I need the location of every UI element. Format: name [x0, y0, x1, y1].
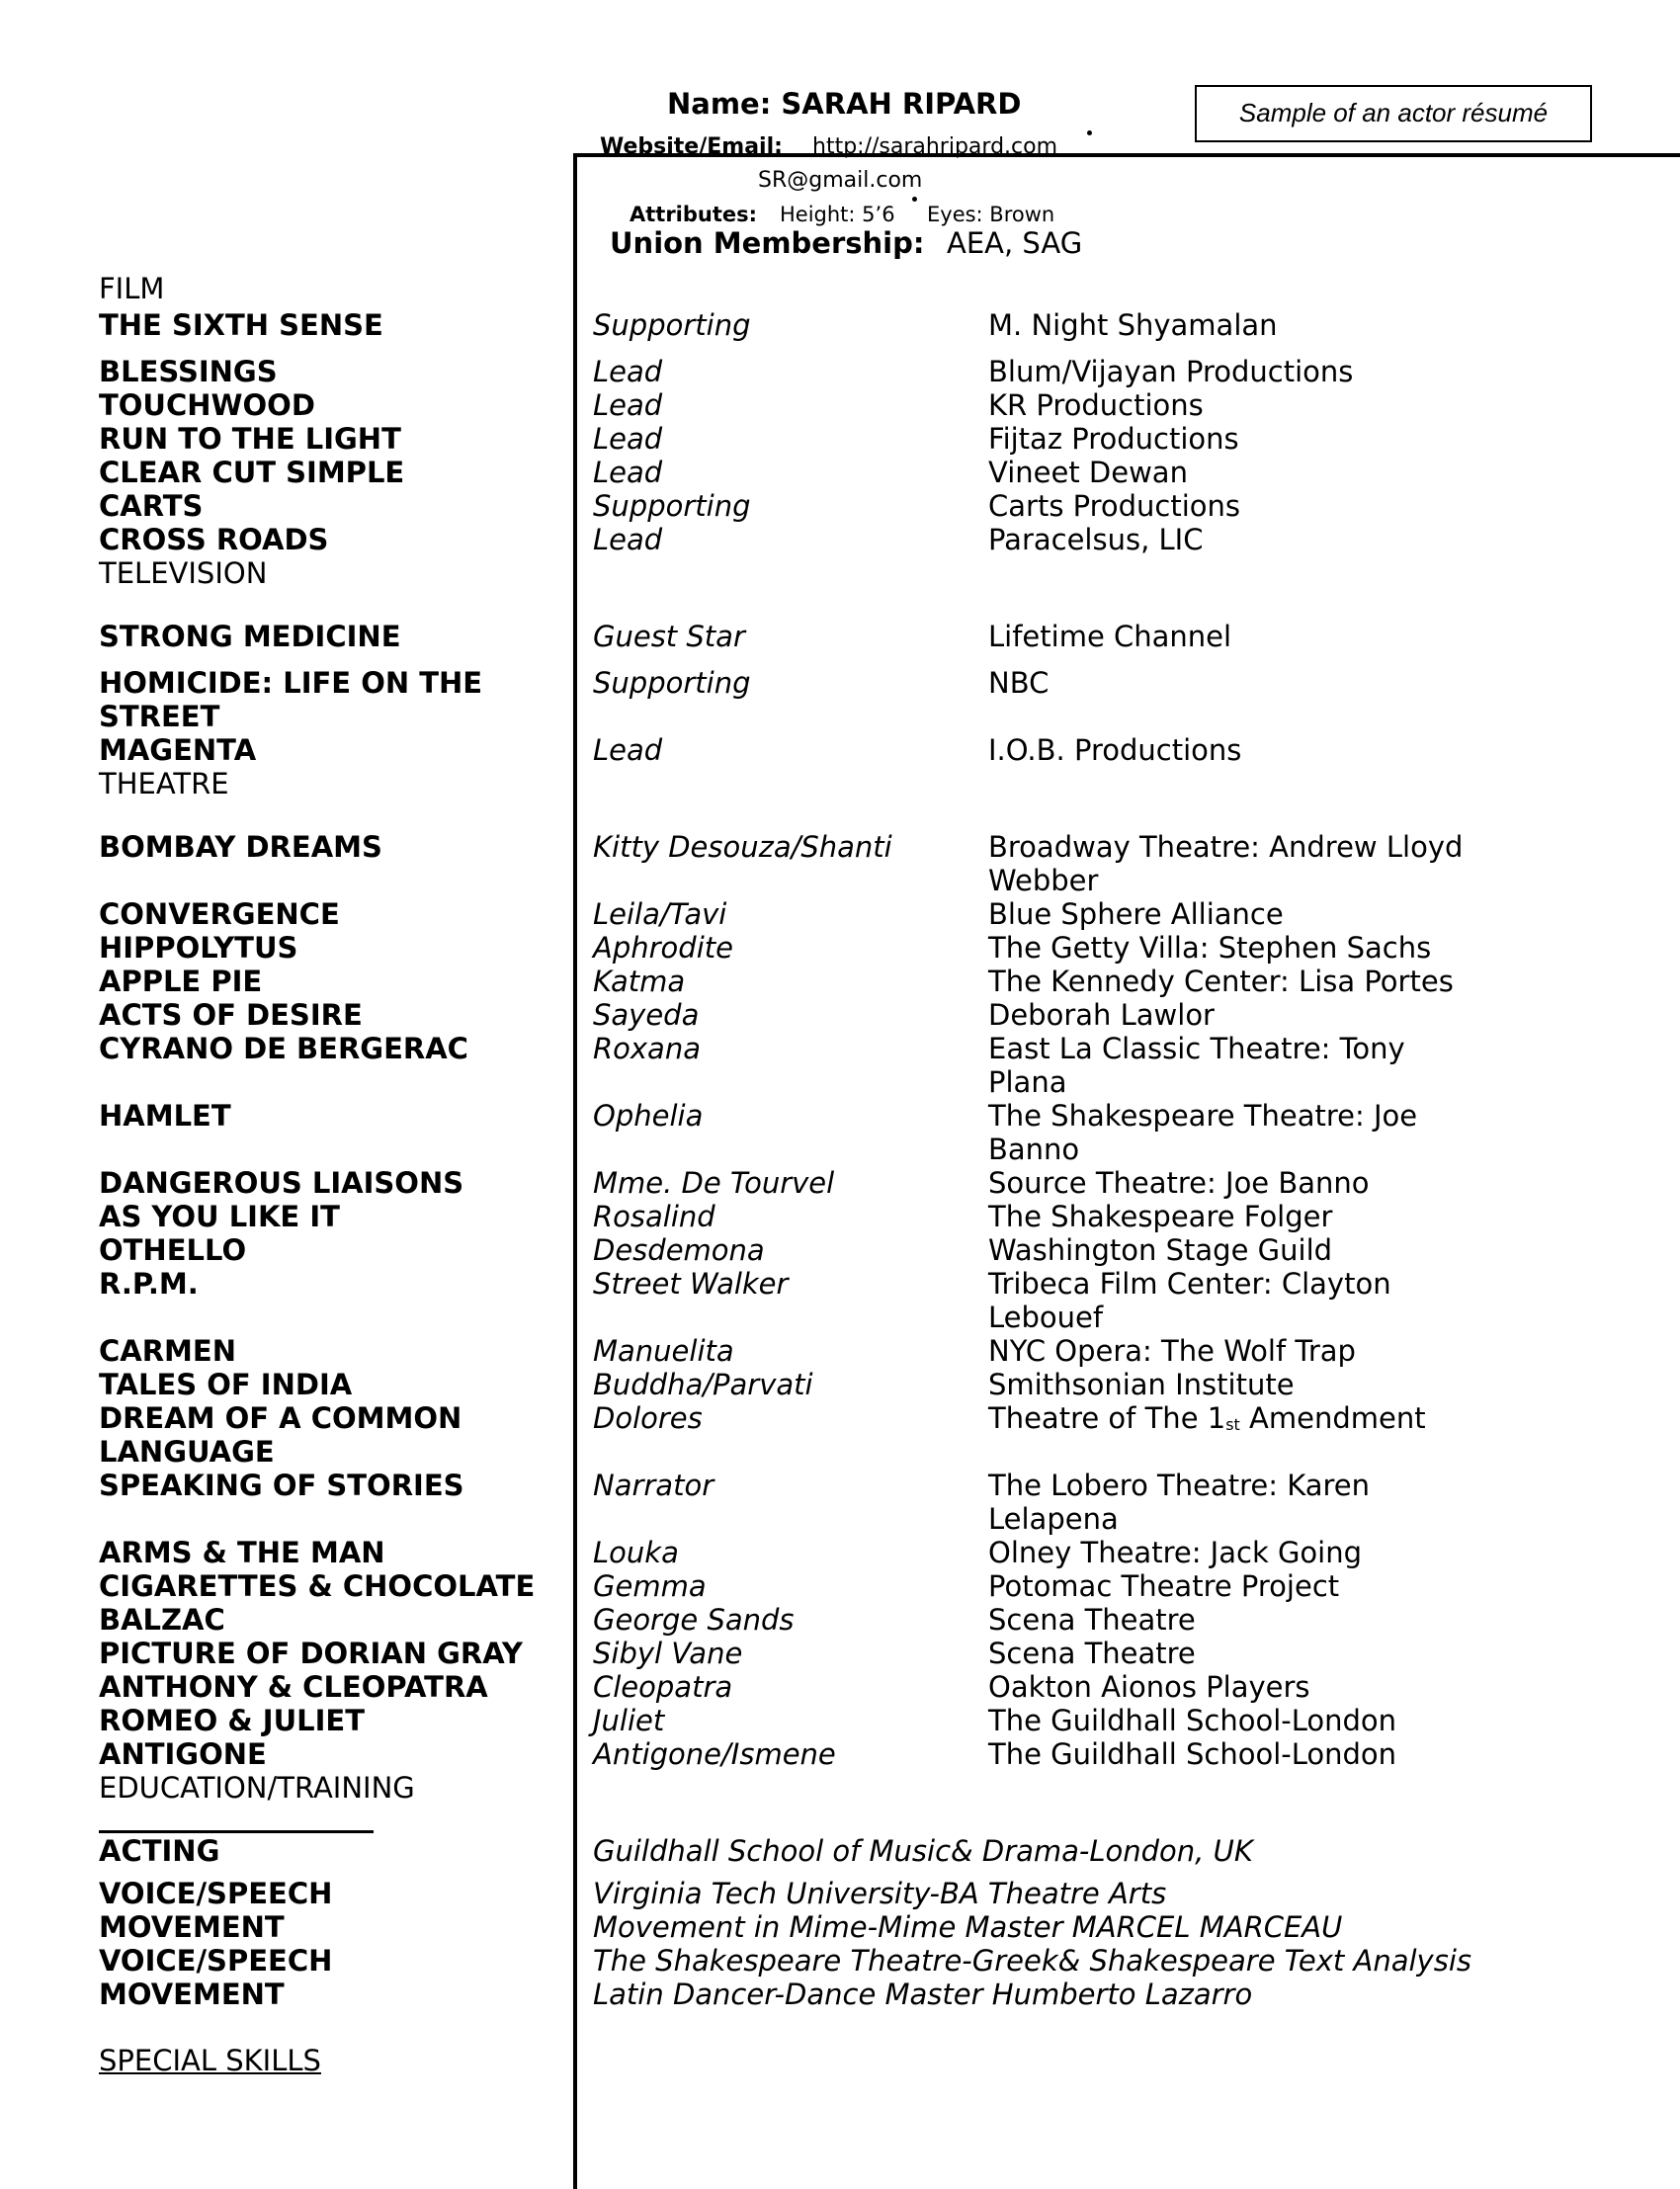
film-title: CLEAR CUT SIMPLE: [99, 456, 405, 489]
theatre-title: CONVERGENCE: [99, 897, 340, 931]
theatre-role: Manuelita: [593, 1334, 734, 1368]
theatre-title: ACTS OF DESIRE: [99, 998, 363, 1032]
theatre-title: CARMEN: [99, 1334, 236, 1368]
section-television: TELEVISION: [99, 556, 268, 590]
theatre-company-cont: Plana: [988, 1065, 1067, 1099]
theatre-company: Scena Theatre: [988, 1637, 1196, 1670]
theatre-role: Cleopatra: [593, 1670, 733, 1704]
actor-name: Name: SARAH RIPARD: [667, 87, 1022, 121]
theatre-company: Deborah Lawlor: [988, 998, 1215, 1032]
theatre-company: Smithsonian Institute: [988, 1368, 1295, 1401]
theatre-role: Street Walker: [593, 1267, 789, 1301]
film-role: Lead: [593, 523, 663, 556]
theatre-company: The Shakespeare Folger: [988, 1200, 1333, 1233]
bullet-dot: [912, 197, 917, 202]
theatre-title: TALES OF INDIA: [99, 1368, 353, 1401]
film-role: Supporting: [593, 308, 751, 342]
tv-role: Lead: [593, 733, 663, 767]
theatre-title: CYRANO DE BERGERAC: [99, 1032, 468, 1065]
theatre-title: CIGARETTES & CHOCOLATE: [99, 1569, 536, 1603]
tv-role: Guest Star: [593, 620, 745, 653]
theatre-company: Blue Sphere Alliance: [988, 897, 1284, 931]
theatre-role: Louka: [593, 1536, 679, 1569]
tv-company: Lifetime Channel: [988, 620, 1232, 653]
theatre-role: Sayeda: [593, 998, 700, 1032]
film-role: Lead: [593, 388, 663, 422]
union-label: Union Membership:: [610, 226, 925, 260]
theatre-company: The Shakespeare Theatre: Joe: [988, 1099, 1418, 1133]
theatre-role: Aphrodite: [593, 931, 733, 965]
film-title: TOUCHWOOD: [99, 388, 315, 422]
theatre-role: Juliet: [593, 1704, 665, 1737]
section-special-skills: SPECIAL SKILLS: [99, 2044, 321, 2077]
theatre-company: East La Classic Theatre: Tony: [988, 1032, 1405, 1065]
theatre-role: Narrator: [593, 1469, 714, 1502]
theatre-role: Rosalind: [593, 1200, 715, 1233]
film-role: Lead: [593, 422, 663, 456]
theatre-title: ANTIGONE: [99, 1737, 267, 1771]
education-detail: Guildhall School of Music& Drama-London, UK: [593, 1834, 1253, 1868]
theatre-role: Kitty Desouza/Shanti: [593, 830, 892, 864]
theatre-company: The Lobero Theatre: Karen: [988, 1469, 1371, 1502]
film-company: Blum/Vijayan Productions: [988, 355, 1354, 388]
film-role: Supporting: [593, 489, 751, 523]
theatre-title: HAMLET: [99, 1099, 231, 1133]
theatre-title: HIPPOLYTUS: [99, 931, 298, 965]
section-film: FILM: [99, 272, 165, 305]
theatre-title: DANGEROUS LIAISONS: [99, 1166, 464, 1200]
theatre-title: OTHELLO: [99, 1233, 247, 1267]
theatre-company: Scena Theatre: [988, 1603, 1196, 1637]
film-company: M. Night Shyamalan: [988, 308, 1278, 342]
union-value: AEA, SAG: [947, 226, 1083, 260]
theatre-role: Katma: [593, 965, 686, 998]
theatre-company: Source Theatre: Joe Banno: [988, 1166, 1370, 1200]
theatre-title: ARMS & THE MAN: [99, 1536, 385, 1569]
email-link[interactable]: SR@gmail.com: [758, 168, 923, 193]
theatre-title: ANTHONY & CLEOPATRA: [99, 1670, 488, 1704]
education-skill: MOVEMENT: [99, 1910, 285, 1944]
theatre-company-cont: Webber: [988, 864, 1099, 897]
theatre-company: The Getty Villa: Stephen Sachs: [988, 931, 1432, 965]
tv-title: STRONG MEDICINE: [99, 620, 401, 653]
theatre-role: Sibyl Vane: [593, 1637, 743, 1670]
education-detail: Virginia Tech University-BA Theatre Arts: [593, 1877, 1167, 1910]
theatre-title: APPLE PIE: [99, 965, 263, 998]
film-company: Fijtaz Productions: [988, 422, 1239, 456]
film-title: RUN TO THE LIGHT: [99, 422, 401, 456]
theatre-role: Antigone/Ismene: [593, 1737, 836, 1771]
theatre-company: The Guildhall School-London: [988, 1737, 1397, 1771]
film-title: THE SIXTH SENSE: [99, 308, 383, 342]
film-role: Lead: [593, 456, 663, 489]
theatre-title: SPEAKING OF STORIES: [99, 1469, 464, 1502]
theatre-role: Ophelia: [593, 1099, 704, 1133]
theatre-title: ROMEO & JULIET: [99, 1704, 365, 1737]
theatre-company: NYC Opera: The Wolf Trap: [988, 1334, 1356, 1368]
tv-title: HOMICIDE: LIFE ON THE: [99, 666, 483, 700]
film-title: CROSS ROADS: [99, 523, 329, 556]
film-title: CARTS: [99, 489, 204, 523]
theatre-title: PICTURE OF DORIAN GRAY: [99, 1637, 523, 1670]
website-label: Website/Email:: [600, 134, 783, 159]
education-skill: ACTING: [99, 1834, 220, 1868]
attributes-label: Attributes:: [630, 203, 758, 226]
film-title: BLESSINGS: [99, 355, 278, 388]
theatre-role: Gemma: [593, 1569, 707, 1603]
theatre-company-cont: Banno: [988, 1133, 1080, 1166]
theatre-role: Buddha/Parvati: [593, 1368, 813, 1401]
theatre-company: Oakton Aionos Players: [988, 1670, 1310, 1704]
attribute-eyes: Eyes: Brown: [927, 203, 1055, 226]
theatre-title: AS YOU LIKE IT: [99, 1200, 340, 1233]
theatre-company: The Guildhall School-London: [988, 1704, 1397, 1737]
film-company: KR Productions: [988, 388, 1204, 422]
theatre-title-cont: LANGUAGE: [99, 1435, 275, 1469]
theatre-role: Roxana: [593, 1032, 701, 1065]
tv-company: NBC: [988, 666, 1050, 700]
film-role: Lead: [593, 355, 663, 388]
theatre-company-cont: Lebouef: [988, 1301, 1104, 1334]
theatre-company: Theatre of The 1st Amendment: [988, 1401, 1426, 1435]
theatre-company: Olney Theatre: Jack Going: [988, 1536, 1363, 1569]
education-detail: The Shakespeare Theatre-Greek& Shakespeare Text Analysis: [593, 1944, 1471, 1978]
tv-title-cont: STREET: [99, 700, 220, 733]
education-detail: Movement in Mime-Mime Master MARCEL MARCEAU: [593, 1910, 1343, 1944]
sample-note-box: [1195, 85, 1592, 142]
theatre-title: BOMBAY DREAMS: [99, 830, 382, 864]
theatre-company: Broadway Theatre: Andrew Lloyd: [988, 830, 1464, 864]
section-theatre: THEATRE: [99, 767, 229, 800]
education-skill: MOVEMENT: [99, 1978, 285, 2011]
theatre-role: George Sands: [593, 1603, 795, 1637]
theatre-role: Desdemona: [593, 1233, 765, 1267]
tv-company: I.O.B. Productions: [988, 733, 1242, 767]
theatre-title: BALZAC: [99, 1603, 225, 1637]
theatre-company: The Kennedy Center: Lisa Portes: [988, 965, 1454, 998]
bullet-dot: [1087, 130, 1092, 135]
education-skill: VOICE/SPEECH: [99, 1877, 333, 1910]
theatre-company-cont: Lelapena: [988, 1502, 1119, 1536]
divider-line: [99, 1830, 374, 1833]
theatre-title: DREAM OF A COMMON: [99, 1401, 462, 1435]
theatre-company: Tribeca Film Center: Clayton: [988, 1267, 1391, 1301]
website-link[interactable]: http://sarahripard.com: [812, 134, 1058, 159]
sample-note: Sample of an actor résumé: [1238, 98, 1549, 127]
theatre-company: Washington Stage Guild: [988, 1233, 1333, 1267]
tv-title: MAGENTA: [99, 733, 257, 767]
education-skill: VOICE/SPEECH: [99, 1944, 333, 1978]
tv-role: Supporting: [593, 666, 751, 700]
film-company: Vineet Dewan: [988, 456, 1188, 489]
film-company: Paracelsus, LIC: [988, 523, 1204, 556]
film-company: Carts Productions: [988, 489, 1241, 523]
theatre-company: Potomac Theatre Project: [988, 1569, 1340, 1603]
education-detail: Latin Dancer-Dance Master Humberto Lazarro: [593, 1978, 1253, 2011]
theatre-role: Leila/Tavi: [593, 897, 727, 931]
attribute-height: Height: 5’6: [780, 203, 895, 226]
section-education: EDUCATION/TRAINING: [99, 1771, 415, 1805]
theatre-role: Dolores: [593, 1401, 703, 1435]
theatre-role: Mme. De Tourvel: [593, 1166, 835, 1200]
theatre-title: R.P.M.: [99, 1267, 199, 1301]
